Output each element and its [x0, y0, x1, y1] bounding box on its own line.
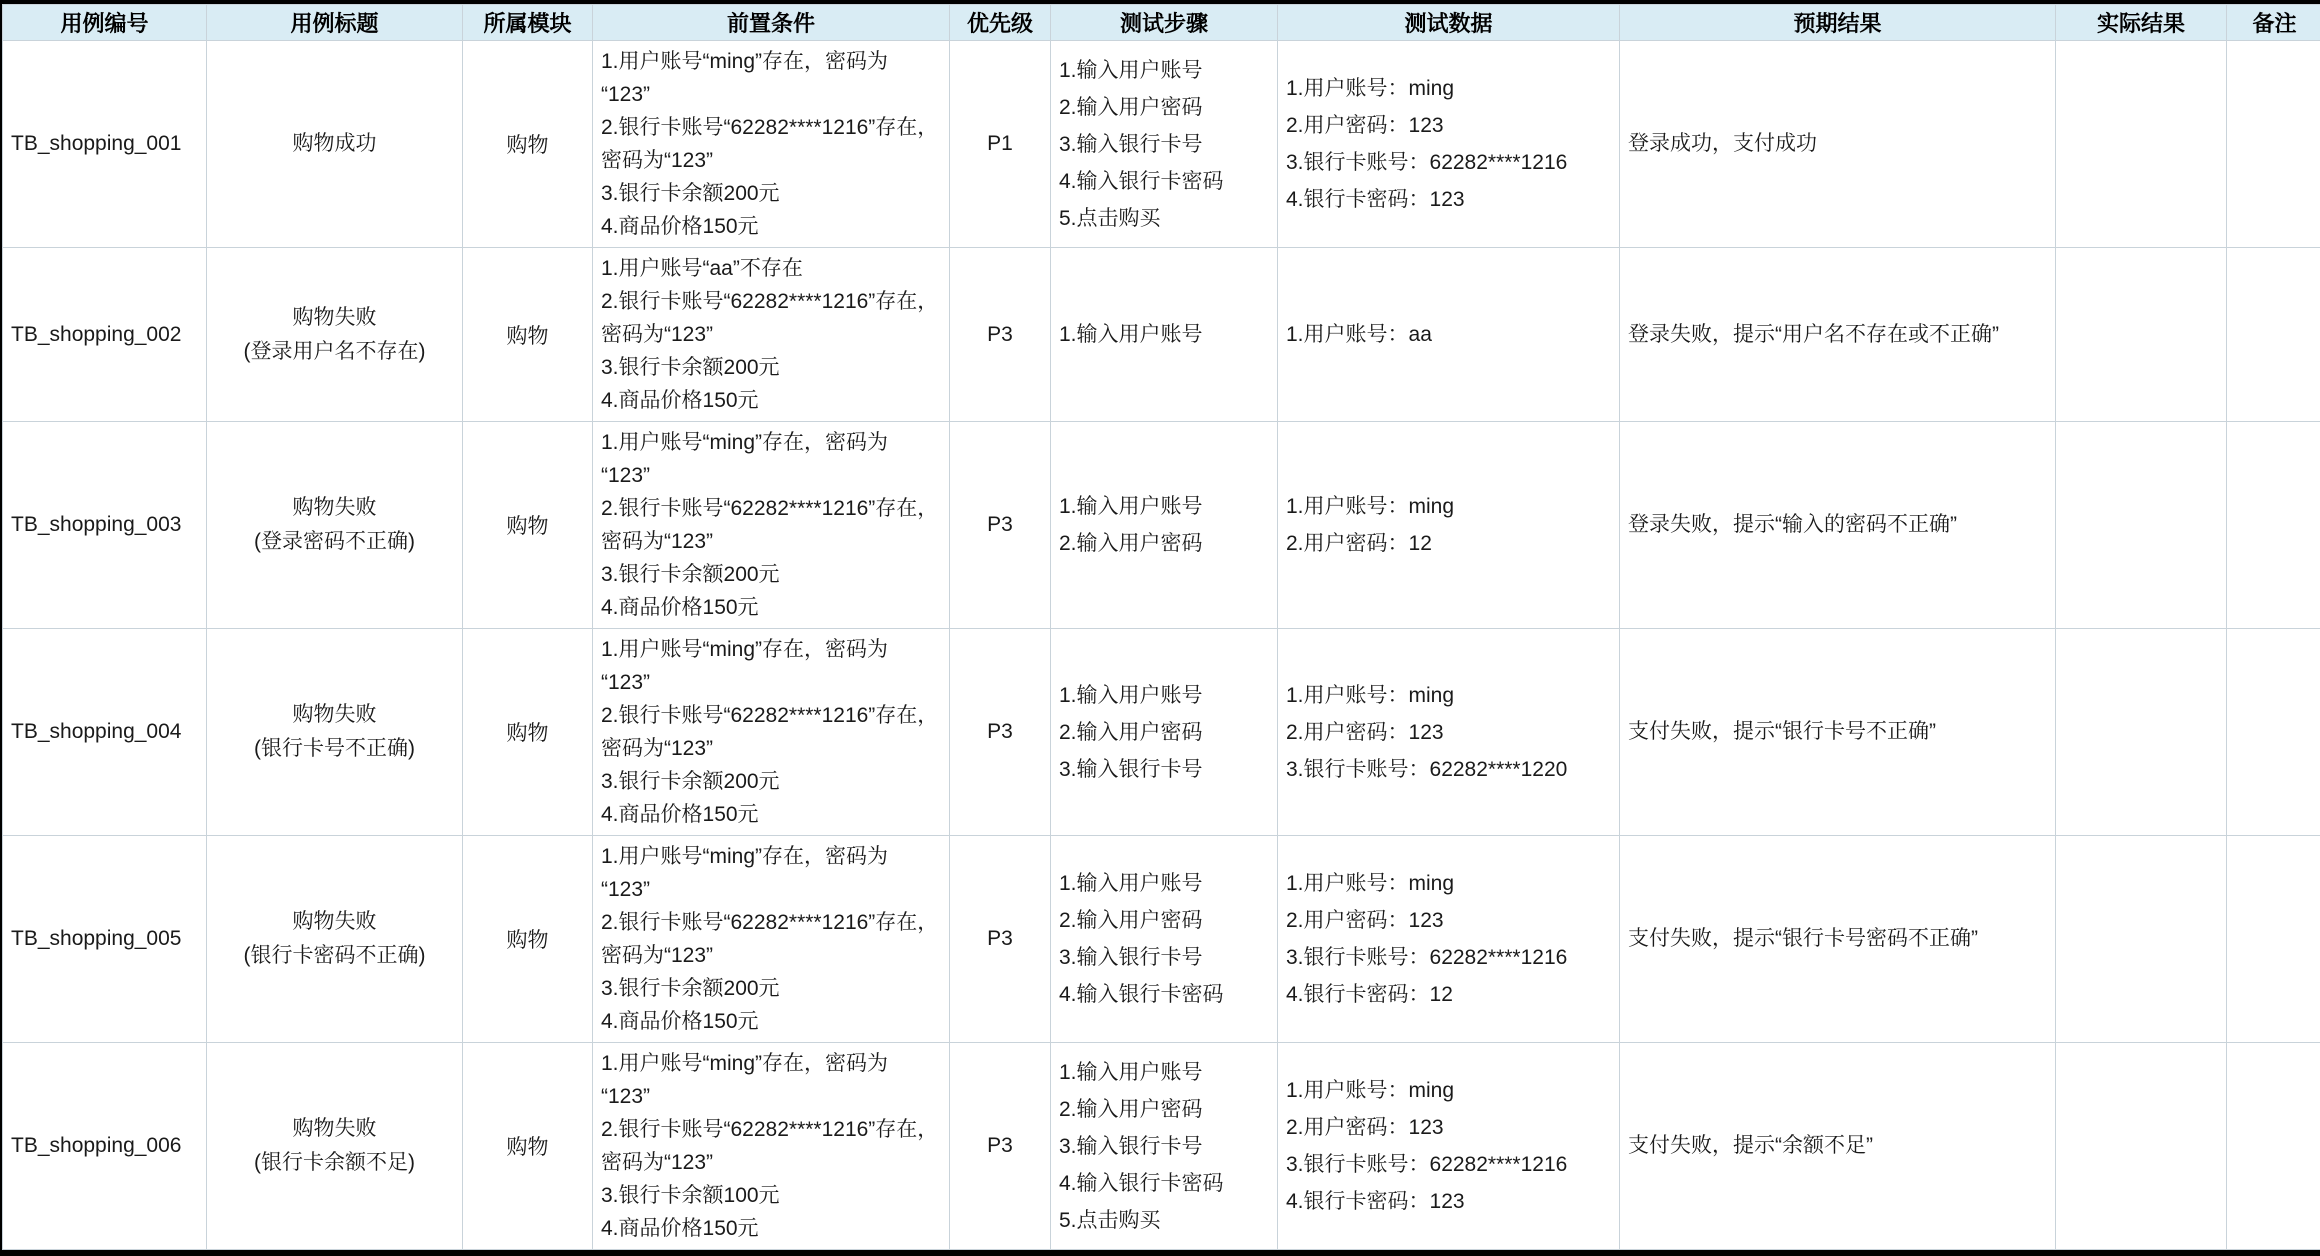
list-line: 3.输入银行卡号	[1059, 751, 1269, 788]
test-data-list	[1286, 677, 1611, 788]
cell-case-title	[207, 422, 463, 629]
precondition-list	[601, 45, 941, 243]
list-line: 3.银行卡账号：62282****1216	[1286, 144, 1611, 181]
cell-case-id: TB_shopping_004	[3, 629, 207, 836]
cell-remarks	[2227, 836, 2320, 1043]
cell-actual-result	[2056, 1043, 2227, 1250]
list-line: 4.输入银行卡密码	[1059, 163, 1269, 200]
cell-preconditions	[593, 629, 950, 836]
cell-module: 购物	[463, 836, 593, 1043]
case-title-text: 购物失败	[215, 698, 454, 732]
list-line: 1.用户账号：ming	[1286, 1072, 1611, 1109]
precondition-list	[601, 1047, 941, 1245]
cell-module: 购物	[463, 629, 593, 836]
cell-preconditions	[593, 41, 950, 248]
list-line: 5.点击购买	[1059, 200, 1269, 237]
list-line: 1.输入用户账号	[1059, 316, 1269, 353]
cell-case-title	[207, 248, 463, 422]
test-step-list	[1059, 677, 1269, 788]
table-row	[3, 836, 2320, 1043]
list-line: 2.输入用户密码	[1059, 1091, 1269, 1128]
test-data-list	[1286, 316, 1611, 353]
list-line: 3.输入银行卡号	[1059, 939, 1269, 976]
list-line: 2.输入用户密码	[1059, 902, 1269, 939]
list-line: 1.用户账号：ming	[1286, 488, 1611, 525]
test-step-list	[1059, 1054, 1269, 1239]
test-case-table	[2, 4, 2320, 1250]
list-line: 2.输入用户密码	[1059, 89, 1269, 126]
list-line: 4.商品价格150元	[601, 798, 941, 831]
list-line: 2.银行卡账号“62282****1216”存在，密码为“123”	[601, 906, 941, 972]
list-line: 1.用户账号：ming	[1286, 70, 1611, 107]
cell-expected-result: 登录成功，支付成功	[1620, 41, 2056, 248]
cell-preconditions	[593, 836, 950, 1043]
list-line: 3.银行卡余额200元	[601, 972, 941, 1005]
list-line: 4.银行卡密码：123	[1286, 1183, 1611, 1220]
column-header-test-data: 测试数据	[1278, 5, 1620, 41]
cell-expected-result: 支付失败，提示“银行卡号不正确”	[1620, 629, 2056, 836]
column-header-preconditions: 前置条件	[593, 5, 950, 41]
list-line: 4.商品价格150元	[601, 1005, 941, 1038]
list-line: 1.输入用户账号	[1059, 52, 1269, 89]
column-header-remarks: 备注	[2227, 5, 2320, 41]
cell-expected-result: 登录失败，提示“输入的密码不正确”	[1620, 422, 2056, 629]
column-header-case-title: 用例标题	[207, 5, 463, 41]
column-header-test-steps: 测试步骤	[1051, 5, 1278, 41]
list-line: 4.输入银行卡密码	[1059, 976, 1269, 1013]
list-line: 1.用户账号“ming”存在，密码为 “123”	[601, 426, 941, 492]
list-line: 1.输入用户账号	[1059, 488, 1269, 525]
test-data-list	[1286, 865, 1611, 1013]
precondition-list	[601, 252, 941, 417]
case-title-text: 购物成功	[215, 127, 454, 161]
list-line: 1.用户账号“ming”存在，密码为 “123”	[601, 45, 941, 111]
column-header-expected-result: 预期结果	[1620, 5, 2056, 41]
list-line: 4.商品价格150元	[601, 591, 941, 624]
table-row	[3, 629, 2320, 836]
list-line: 3.银行卡账号：62282****1216	[1286, 1146, 1611, 1183]
cell-remarks	[2227, 41, 2320, 248]
list-line: 2.用户密码：123	[1286, 1109, 1611, 1146]
list-line: 2.银行卡账号“62282****1216”存在，密码为“123”	[601, 1113, 941, 1179]
list-line: 1.输入用户账号	[1059, 865, 1269, 902]
list-line: 3.输入银行卡号	[1059, 126, 1269, 163]
list-line: 1.输入用户账号	[1059, 1054, 1269, 1091]
cell-actual-result	[2056, 248, 2227, 422]
list-line: 1.用户账号：ming	[1286, 677, 1611, 714]
cell-priority: P3	[950, 836, 1051, 1043]
list-line: 1.用户账号：ming	[1286, 865, 1611, 902]
cell-priority: P3	[950, 422, 1051, 629]
case-title-subtext: (银行卡号不正确)	[215, 732, 454, 766]
case-title-subtext: (银行卡余额不足)	[215, 1146, 454, 1180]
cell-case-id: TB_shopping_002	[3, 248, 207, 422]
cell-remarks	[2227, 422, 2320, 629]
cell-test-data	[1278, 1043, 1620, 1250]
list-line: 3.银行卡余额200元	[601, 558, 941, 591]
test-step-list	[1059, 316, 1269, 353]
cell-priority: P3	[950, 248, 1051, 422]
cell-actual-result	[2056, 422, 2227, 629]
test-data-list	[1286, 488, 1611, 562]
list-line: 4.银行卡密码：123	[1286, 181, 1611, 218]
cell-test-data	[1278, 422, 1620, 629]
column-header-priority: 优先级	[950, 5, 1051, 41]
cell-expected-result: 支付失败，提示“余额不足”	[1620, 1043, 2056, 1250]
precondition-list	[601, 426, 941, 624]
list-line: 2.银行卡账号“62282****1216”存在，密码为“123”	[601, 492, 941, 558]
list-line: 2.用户密码：123	[1286, 714, 1611, 751]
list-line: 3.银行卡账号：62282****1220	[1286, 751, 1611, 788]
cell-priority: P3	[950, 629, 1051, 836]
list-line: 1.用户账号“ming”存在，密码为 “123”	[601, 1047, 941, 1113]
test-step-list	[1059, 52, 1269, 237]
cell-test-steps	[1051, 248, 1278, 422]
case-title-subtext: (银行卡密码不正确)	[215, 939, 454, 973]
list-line: 3.银行卡余额200元	[601, 177, 941, 210]
cell-case-id: TB_shopping_006	[3, 1043, 207, 1250]
cell-test-steps	[1051, 41, 1278, 248]
cell-test-data	[1278, 629, 1620, 836]
case-title-text: 购物失败	[215, 1112, 454, 1146]
precondition-list	[601, 840, 941, 1038]
cell-case-title	[207, 1043, 463, 1250]
cell-actual-result	[2056, 41, 2227, 248]
list-line: 3.输入银行卡号	[1059, 1128, 1269, 1165]
cell-test-data	[1278, 41, 1620, 248]
cell-test-data	[1278, 248, 1620, 422]
cell-remarks	[2227, 1043, 2320, 1250]
header-row	[3, 5, 2320, 41]
list-line: 2.银行卡账号“62282****1216”存在，密码为“123”	[601, 699, 941, 765]
cell-module: 购物	[463, 422, 593, 629]
list-line: 2.用户密码：123	[1286, 902, 1611, 939]
cell-module: 购物	[463, 248, 593, 422]
cell-actual-result	[2056, 836, 2227, 1043]
list-line: 4.银行卡密码：12	[1286, 976, 1611, 1013]
table-header	[3, 5, 2320, 41]
list-line: 4.商品价格150元	[601, 1212, 941, 1245]
case-title-text: 购物失败	[215, 491, 454, 525]
cell-test-data	[1278, 836, 1620, 1043]
cell-preconditions	[593, 248, 950, 422]
list-line: 2.用户密码：12	[1286, 525, 1611, 562]
cell-preconditions	[593, 422, 950, 629]
list-line: 3.银行卡余额200元	[601, 351, 941, 384]
column-header-actual-result: 实际结果	[2056, 5, 2227, 41]
list-line: 4.商品价格150元	[601, 210, 941, 243]
cell-case-id: TB_shopping_003	[3, 422, 207, 629]
cell-test-steps	[1051, 836, 1278, 1043]
cell-priority: P1	[950, 41, 1051, 248]
cell-actual-result	[2056, 629, 2227, 836]
list-line: 3.银行卡账号：62282****1216	[1286, 939, 1611, 976]
case-title-text: 购物失败	[215, 301, 454, 335]
test-data-list	[1286, 1072, 1611, 1220]
cell-expected-result: 支付失败，提示“银行卡号密码不正确”	[1620, 836, 2056, 1043]
column-header-case-id: 用例编号	[3, 5, 207, 41]
table-row	[3, 248, 2320, 422]
cell-case-title	[207, 836, 463, 1043]
list-line: 1.用户账号：aa	[1286, 316, 1611, 353]
list-line: 4.输入银行卡密码	[1059, 1165, 1269, 1202]
cell-expected-result: 登录失败，提示“用户名不存在或不正确”	[1620, 248, 2056, 422]
cell-priority: P3	[950, 1043, 1051, 1250]
case-title-text: 购物失败	[215, 905, 454, 939]
list-line: 5.点击购买	[1059, 1202, 1269, 1239]
list-line: 2.输入用户密码	[1059, 525, 1269, 562]
test-step-list	[1059, 865, 1269, 1013]
list-line: 1.用户账号“ming”存在，密码为 “123”	[601, 633, 941, 699]
cell-remarks	[2227, 248, 2320, 422]
cell-case-title	[207, 629, 463, 836]
test-step-list	[1059, 488, 1269, 562]
cell-case-id: TB_shopping_005	[3, 836, 207, 1043]
cell-case-title	[207, 41, 463, 248]
list-line: 2.银行卡账号“62282****1216”存在，密码为“123”	[601, 111, 941, 177]
table-row	[3, 422, 2320, 629]
cell-test-steps	[1051, 629, 1278, 836]
column-header-module: 所属模块	[463, 5, 593, 41]
list-line: 1.用户账号“aa”不存在	[601, 252, 941, 285]
list-line: 1.用户账号“ming”存在，密码为 “123”	[601, 840, 941, 906]
list-line: 1.输入用户账号	[1059, 677, 1269, 714]
list-line: 2.输入用户密码	[1059, 714, 1269, 751]
table-row	[3, 41, 2320, 248]
list-line: 2.用户密码：123	[1286, 107, 1611, 144]
cell-remarks	[2227, 629, 2320, 836]
list-line: 3.银行卡余额100元	[601, 1179, 941, 1212]
cell-test-steps	[1051, 1043, 1278, 1250]
table-row	[3, 1043, 2320, 1250]
list-line: 2.银行卡账号“62282****1216”存在，密码为“123”	[601, 285, 941, 351]
cell-module: 购物	[463, 1043, 593, 1250]
cell-module: 购物	[463, 41, 593, 248]
precondition-list	[601, 633, 941, 831]
cell-test-steps	[1051, 422, 1278, 629]
cell-case-id: TB_shopping_001	[3, 41, 207, 248]
list-line: 4.商品价格150元	[601, 384, 941, 417]
case-title-subtext: (登录用户名不存在)	[215, 335, 454, 369]
cell-preconditions	[593, 1043, 950, 1250]
test-data-list	[1286, 70, 1611, 218]
case-title-subtext: (登录密码不正确)	[215, 525, 454, 559]
list-line: 3.银行卡余额200元	[601, 765, 941, 798]
